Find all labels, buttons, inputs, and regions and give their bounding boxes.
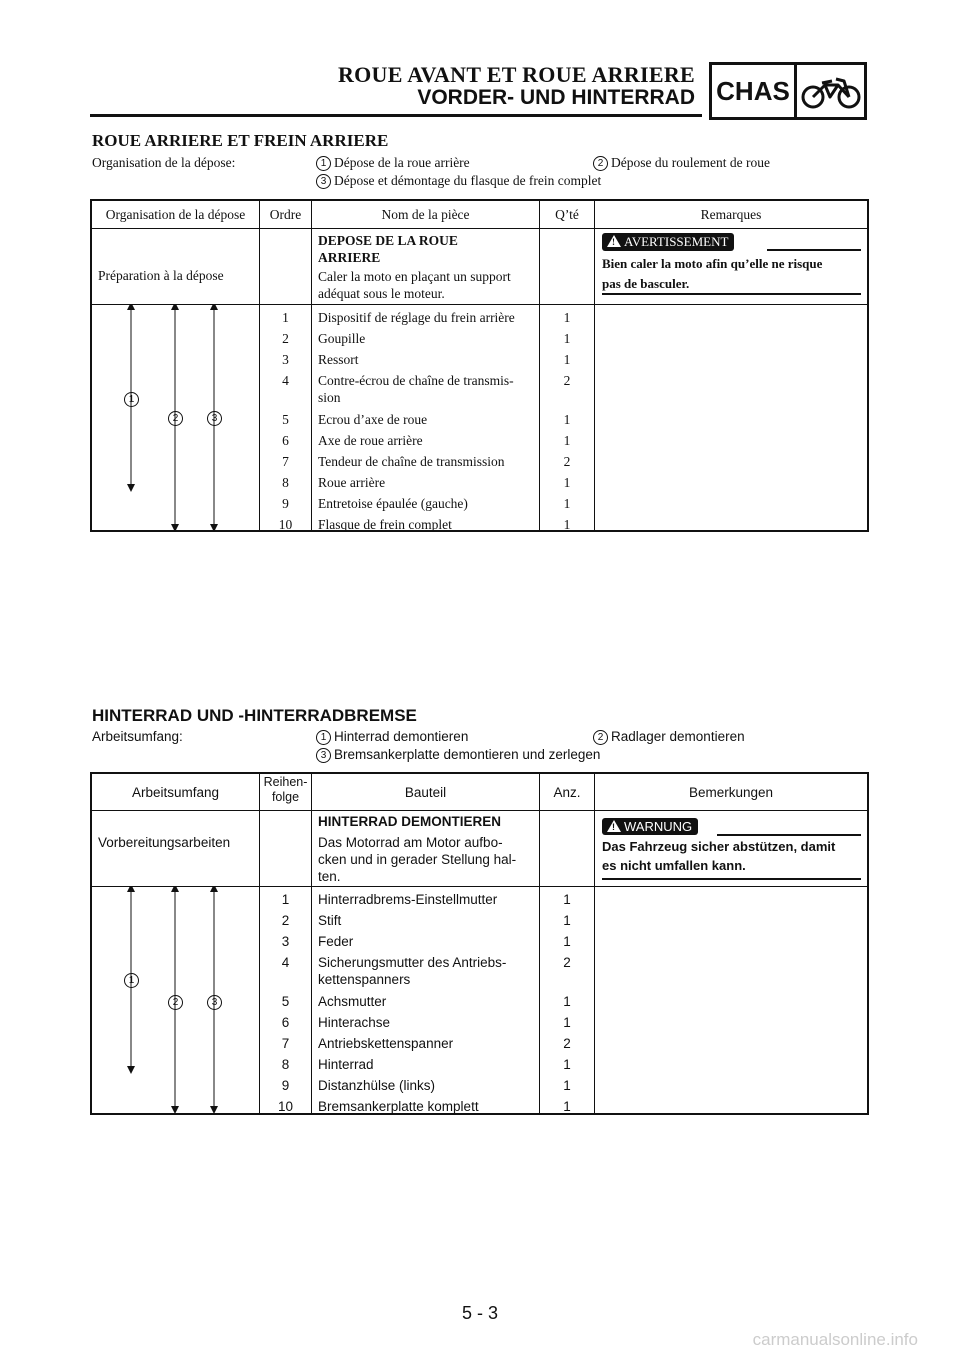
prep-text-line2: adéquat sous le moteur. bbox=[318, 286, 445, 301]
col-header-order: Ordre bbox=[269, 207, 302, 222]
section-tag-box bbox=[709, 62, 867, 120]
prep-text-line2: cken und in gerader Stellung hal- bbox=[318, 852, 517, 867]
col-header-name: Bauteil bbox=[404, 785, 447, 800]
motorcycle-icon bbox=[797, 65, 864, 117]
step-2-de: 2 Radlager demontieren bbox=[593, 728, 745, 746]
prep-title: HINTERRAD DEMONTIEREN bbox=[318, 814, 502, 829]
col-header-order-line1: Reihen- bbox=[263, 775, 308, 789]
step-3-de: 3 Bremsankerplatte demontieren und zerlegen bbox=[316, 746, 600, 764]
arrow-label-1: 1 bbox=[124, 390, 142, 408]
arrow-label-3: 3 bbox=[207, 409, 225, 427]
warning-text-line1: Das Fahrzeug sicher abstützen, damit bbox=[602, 839, 836, 854]
warning-icon: ! bbox=[607, 820, 621, 832]
prep-text-line1: Das Motorrad am Motor aufbo- bbox=[318, 835, 503, 850]
prep-title-line1: DEPOSE DE LA ROUE bbox=[318, 233, 458, 248]
col-header-org: Arbeitsumfang bbox=[131, 785, 220, 800]
removal-table-fr: Organisation de la dépose Ordre Nom de la pièce Q’té Remarques Préparation à la dépose DEPOSE DE LA ROUE ARRIERE Caler la moto en plaçant un support adéquat sous le moteur. ! AVERTISSEMENT Bien caler la moto afin qu’elle ne risque pas de basculer. 1 2 3 1 Dispositif de réglage du frein arrière 1 2 Goupille 1 3 Ressort 1 4 Contre-écrou de chaîne de transmis- sion 2 5 Ecrou d’axe de roue 1 6 Axe de roue arrière 1 7 Tendeur de chaîne de transmission 2 8 Roue arrière 1 9 Entretoise épaulée (gauche) 1 10 Flasque de frein complet 1 bbox=[90, 199, 869, 532]
prep-org: Vorbereitungsarbeiten bbox=[98, 835, 231, 850]
arrow-label-2: 2 bbox=[168, 993, 186, 1011]
watermark: carmanualsonline.info bbox=[752, 1330, 918, 1349]
removal-table-de: Arbeitsumfang Reihen- folge Bauteil Anz. Bemerkungen Vorbereitungsarbeiten HINTERRAD DEMONTIEREN Das Motorrad am Motor aufbo- cken und in gerader Stellung hal- ten. ! WARNUNG Das Fahrzeug sicher abstützen, damit es nicht umfallen kann. 1 2 3 1 Hinterradbrems-Einstellmutter 1 2 Stift 1 3 Feder 1 4 Sicherungsmutter des Antriebs- kettenspanners 2 5 Achsmutter 1 6 Hinterachse 1 7 Antriebskettenspanner 2 8 Hinterrad 1 9 Distanzhülse (links) 1 10 Bremsankerplatte komplett 1 bbox=[90, 772, 869, 1115]
col-header-qty: Q’té bbox=[555, 207, 579, 222]
col-header-qty: Anz. bbox=[553, 785, 581, 800]
prep-org: Préparation à la dépose bbox=[98, 268, 224, 283]
org-label-de: Arbeitsumfang: bbox=[92, 729, 183, 744]
step-1-fr: 1 Dépose de la roue arrière bbox=[316, 154, 470, 172]
warning-text-line1: Bien caler la moto afin qu’elle ne risque bbox=[602, 256, 823, 271]
step-3-fr: 3 Dépose et démontage du flasque de frein complet bbox=[316, 172, 601, 190]
prep-text-line3: ten. bbox=[318, 869, 341, 884]
warning-icon: ! bbox=[607, 235, 621, 247]
page-number: 5 - 3 bbox=[461, 1303, 499, 1323]
arrow-label-1: 1 bbox=[124, 971, 142, 989]
step-2-fr: 2 Dépose du roulement de roue bbox=[593, 154, 770, 172]
section-tag: CHAS bbox=[712, 65, 797, 117]
section-title-fr: ROUE ARRIERE ET FREIN ARRIERE bbox=[92, 131, 389, 150]
col-header-remarks: Remarques bbox=[700, 207, 762, 222]
col-header-org: Organisation de la dépose bbox=[105, 207, 246, 222]
col-header-order-line2: folge bbox=[271, 790, 300, 804]
header-title-de: VORDER- UND HINTERRAD bbox=[417, 86, 695, 109]
col-header-name: Nom de la pièce bbox=[381, 207, 470, 222]
arrow-label-3: 3 bbox=[207, 993, 225, 1011]
header-title-fr: ROUE AVANT ET ROUE ARRIERE bbox=[337, 62, 695, 87]
step-1-de: 1 Hinterrad demontieren bbox=[316, 728, 468, 746]
col-header-remarks: Bemerkungen bbox=[688, 785, 774, 800]
section-title-de: HINTERRAD UND -HINTERRADBREMSE bbox=[92, 706, 417, 725]
prep-text-line1: Caler la moto en plaçant un support bbox=[318, 269, 511, 284]
prep-title-line2: ARRIERE bbox=[318, 250, 381, 265]
warning-text-line2: es nicht umfallen kann. bbox=[602, 858, 746, 873]
warning-badge: ! AVERTISSEMENT bbox=[602, 233, 734, 251]
org-label-fr: Organisation de la dépose: bbox=[92, 155, 236, 170]
arrow-label-2: 2 bbox=[168, 409, 186, 427]
warning-badge: ! WARNUNG bbox=[602, 818, 698, 835]
header-rule bbox=[90, 114, 702, 117]
warning-text-line2: pas de basculer. bbox=[602, 276, 690, 291]
